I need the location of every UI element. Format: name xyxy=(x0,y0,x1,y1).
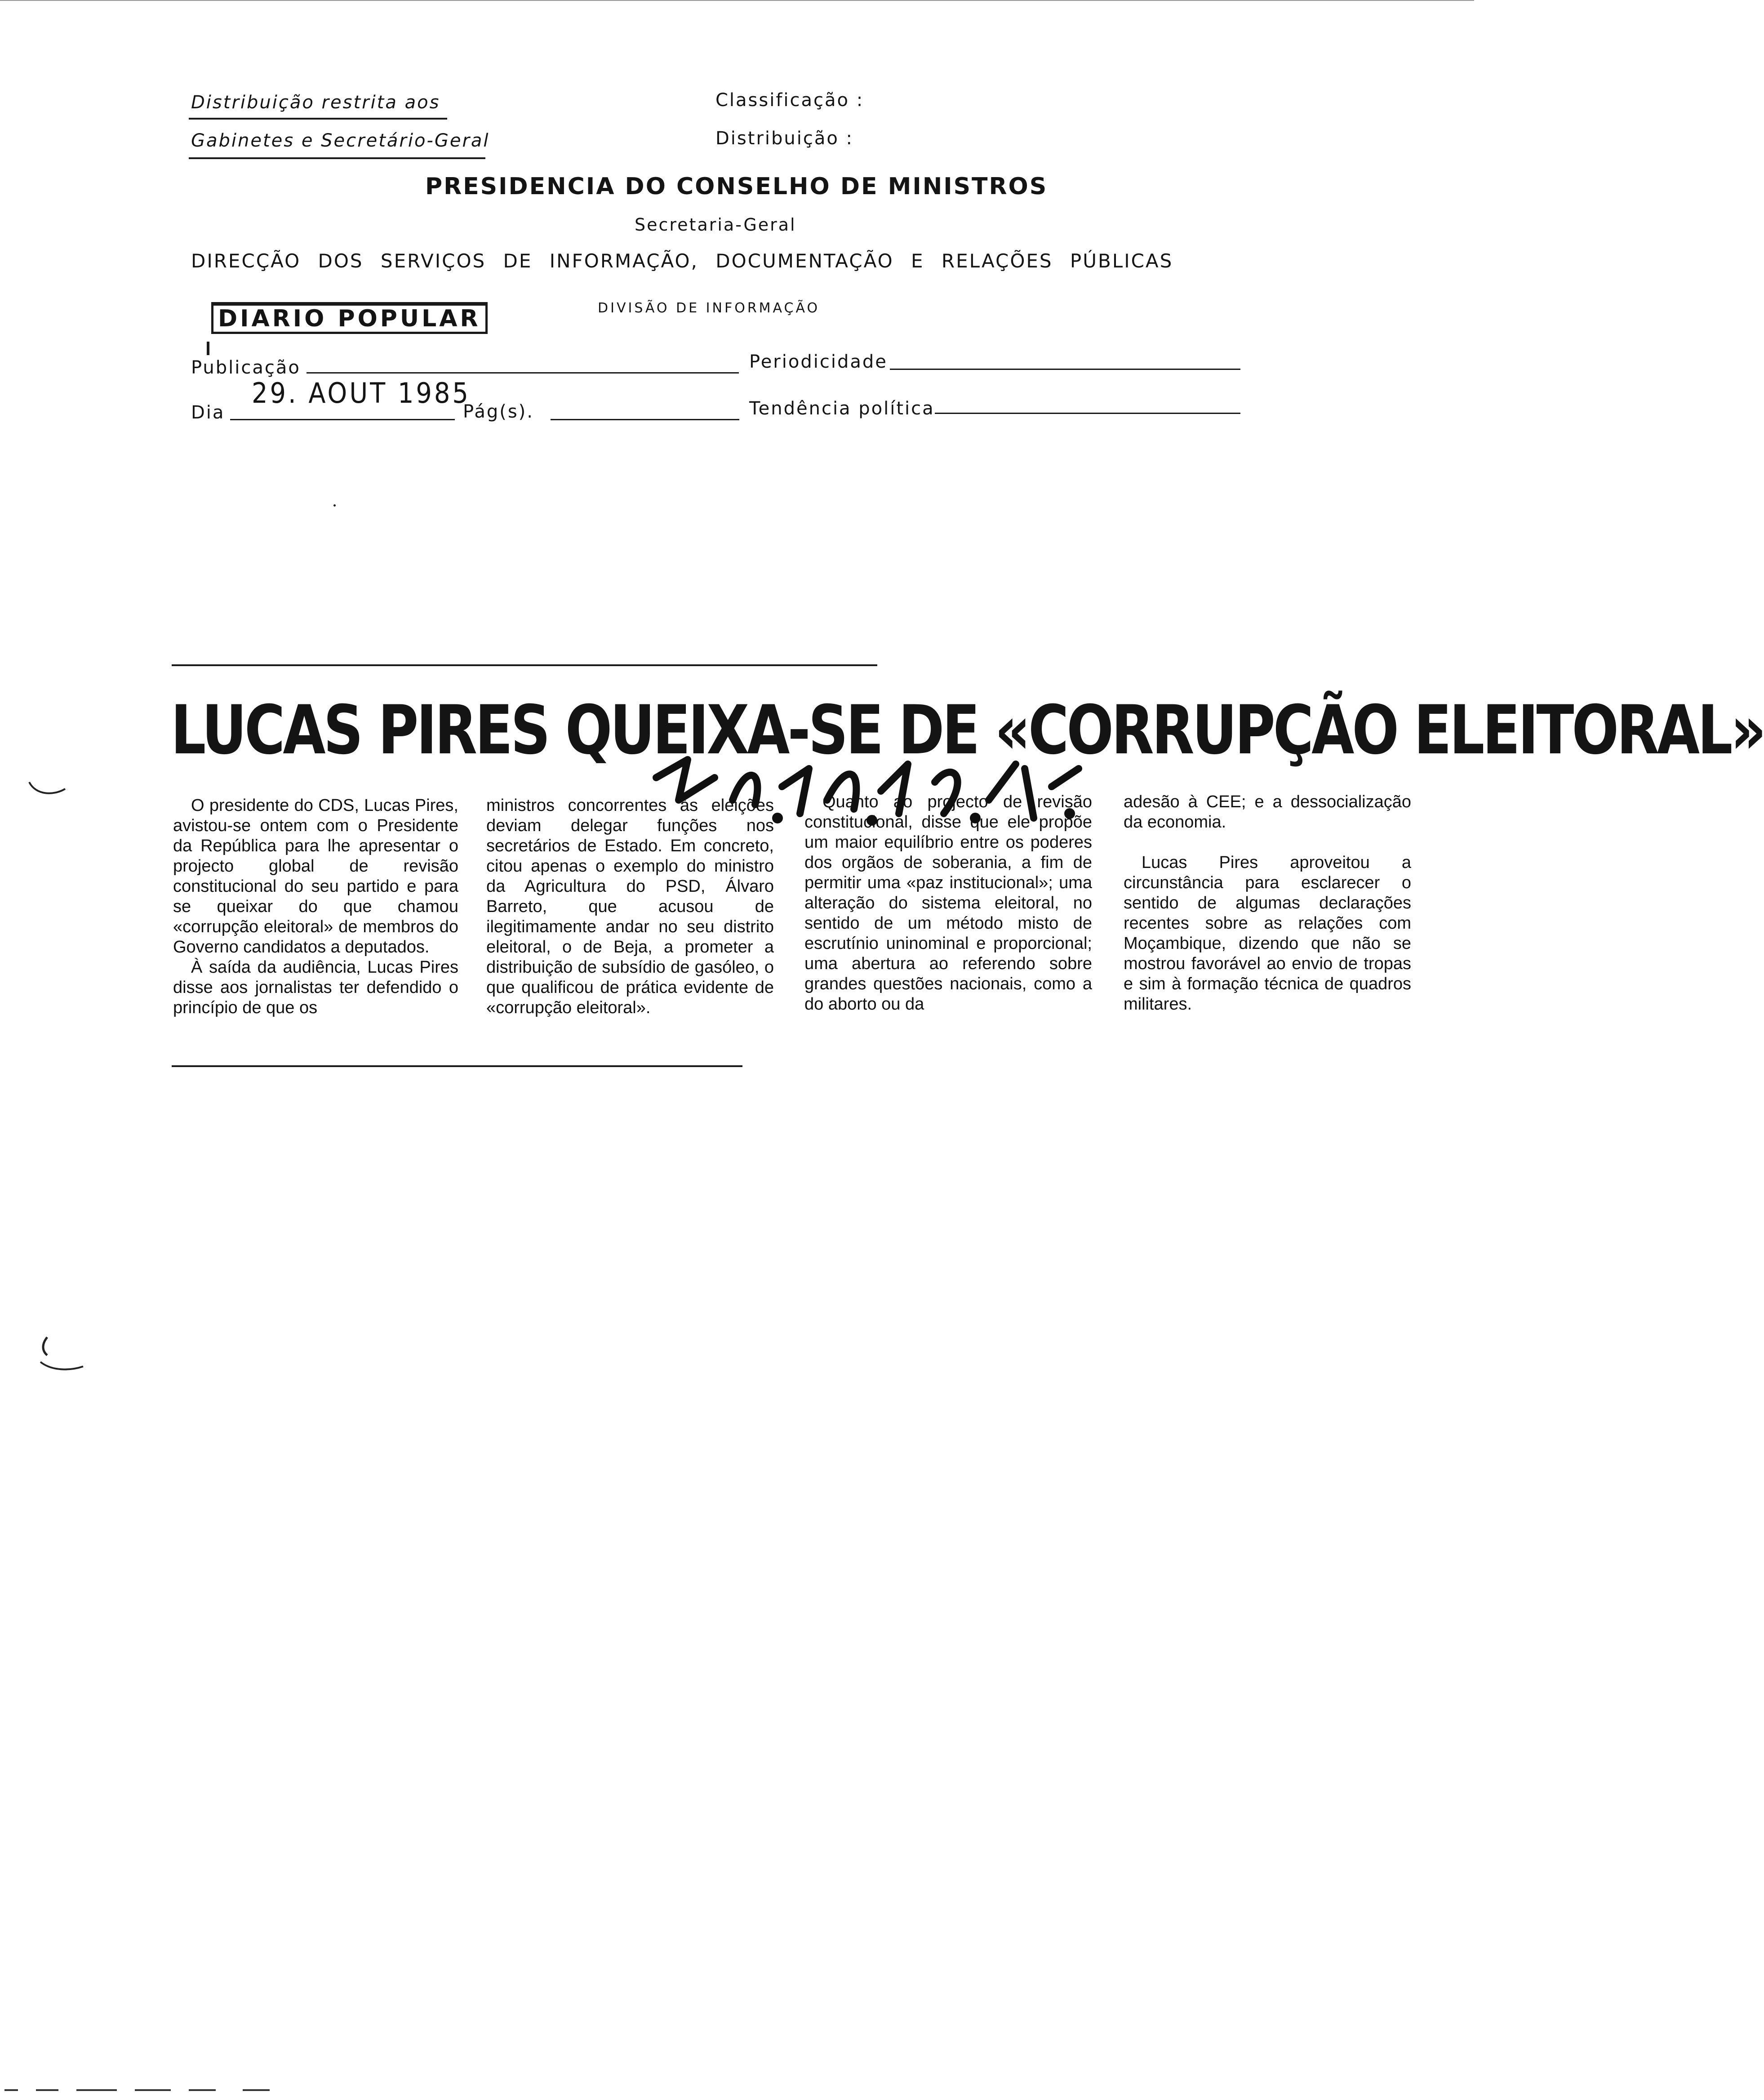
day-line xyxy=(230,419,455,420)
pages-line xyxy=(551,419,739,420)
distribution-underline-2 xyxy=(189,157,485,159)
stray-dot xyxy=(333,504,336,507)
day-label: Dia xyxy=(191,402,225,423)
political-tendency-label: Tendência política xyxy=(749,398,935,419)
col2-paragraph-1: ministros concorrentes às eleições deviam delegar funções nos secretários de Estado. Em concreto, citou apenas o exemplo do ministro da Agricultura do PSD, Álvaro Barreto, que acusou de ilegitimamente andar no seu distrito eleitoral, o de Beja, a prometer a distribuição de subsídio de gasóleo, o que qualificou de prática evidente de «corrupção eleitoral». xyxy=(486,796,774,1017)
distribution-underline-1 xyxy=(189,118,447,120)
pages-label: Pág(s). xyxy=(463,401,534,422)
article-headline: LUCAS PIRES QUEIXA-SE DE «CORRUPÇÃO ELEITORAL» xyxy=(171,691,1764,770)
handwritten-note-text xyxy=(854,746,856,747)
article-bottom-rule xyxy=(172,1065,742,1067)
periodicity-line xyxy=(890,369,1240,370)
distribution-restriction-line1: Distribuição restrita aos xyxy=(191,92,440,113)
col3-paragraph-1: Quanto ao projecto de revisão constitucional, disse que ele propõe um maior equilíbrio entre os poderes dos orgãos de soberania, a fim de permitir uma «paz institucional»; uma alteração do sistema eleitoral, no sentido de um método misto de escrutínio uninominal e proporcional; uma abertura ao referendo sobre grandes questões nacionais, como a do aborto ou da xyxy=(804,792,1092,1014)
col1-paragraph-2: À saída da audiência, Lucas Pires disse aos jornalistas ter defendido o princípio de que os xyxy=(173,958,458,1017)
distribution-restriction-line2: Gabinetes e Secretário-Geral xyxy=(191,130,490,151)
col1-paragraph-1: O presidente do CDS, Lucas Pires, avistou-se ontem com o Presidente da República para lhe apresentar o projecto global de revisão constitucional do seu partido e para se queixar do que chamou «corrupção eleitoral» de membros do Governo candidatos a deputados. xyxy=(173,796,458,957)
classification-label: Classificação : xyxy=(715,90,864,111)
ministry-title: PRESIDENCIA DO CONSELHO DE MINISTROS xyxy=(425,173,1048,200)
stamp-tick xyxy=(207,342,209,355)
directorate-title: DIRECÇÃO DOS SERVIÇOS DE INFORMAÇÃO, DOCUMENTAÇÃO E RELAÇÕES PÚBLICAS xyxy=(191,250,1173,272)
scan-edge-line xyxy=(0,0,1474,1)
article-column-1 xyxy=(173,796,458,1018)
publication-line xyxy=(307,372,739,374)
bottom-edge-marks xyxy=(0,2081,279,2099)
periodicity-label: Periodicidade xyxy=(749,351,888,372)
article-top-rule xyxy=(172,664,877,666)
col4-paragraph-1: adesão à CEE; e a dessocialização da economia. xyxy=(1124,792,1411,832)
col4-paragraph-2: Lucas Pires aproveitou a circunstância para esclarecer o sentido de algumas declarações recentes sobre as relações com Moçambique, dizendo que não se mostrou favorável ao envio de tropas e sim à formação técnica de quadros militares. xyxy=(1124,853,1411,1014)
publication-label: Publicação xyxy=(191,357,301,378)
secretariat-title: Secretaria-Geral xyxy=(635,215,796,235)
article-column-2 xyxy=(486,796,774,1018)
day-value-stamp: 29. AOUT 1985 xyxy=(252,377,471,409)
division-title: DIVISÃO DE INFORMAÇÃO xyxy=(598,300,820,316)
political-tendency-line xyxy=(935,413,1240,414)
newspaper-stamp: DIARIO POPULAR xyxy=(211,302,488,334)
distribution-label: Distribuição : xyxy=(715,128,854,149)
article-column-4 xyxy=(1124,792,1411,1014)
margin-mark-top xyxy=(27,778,67,800)
article-column-3 xyxy=(804,792,1092,1014)
margin-mark-bottom xyxy=(38,1335,88,1384)
